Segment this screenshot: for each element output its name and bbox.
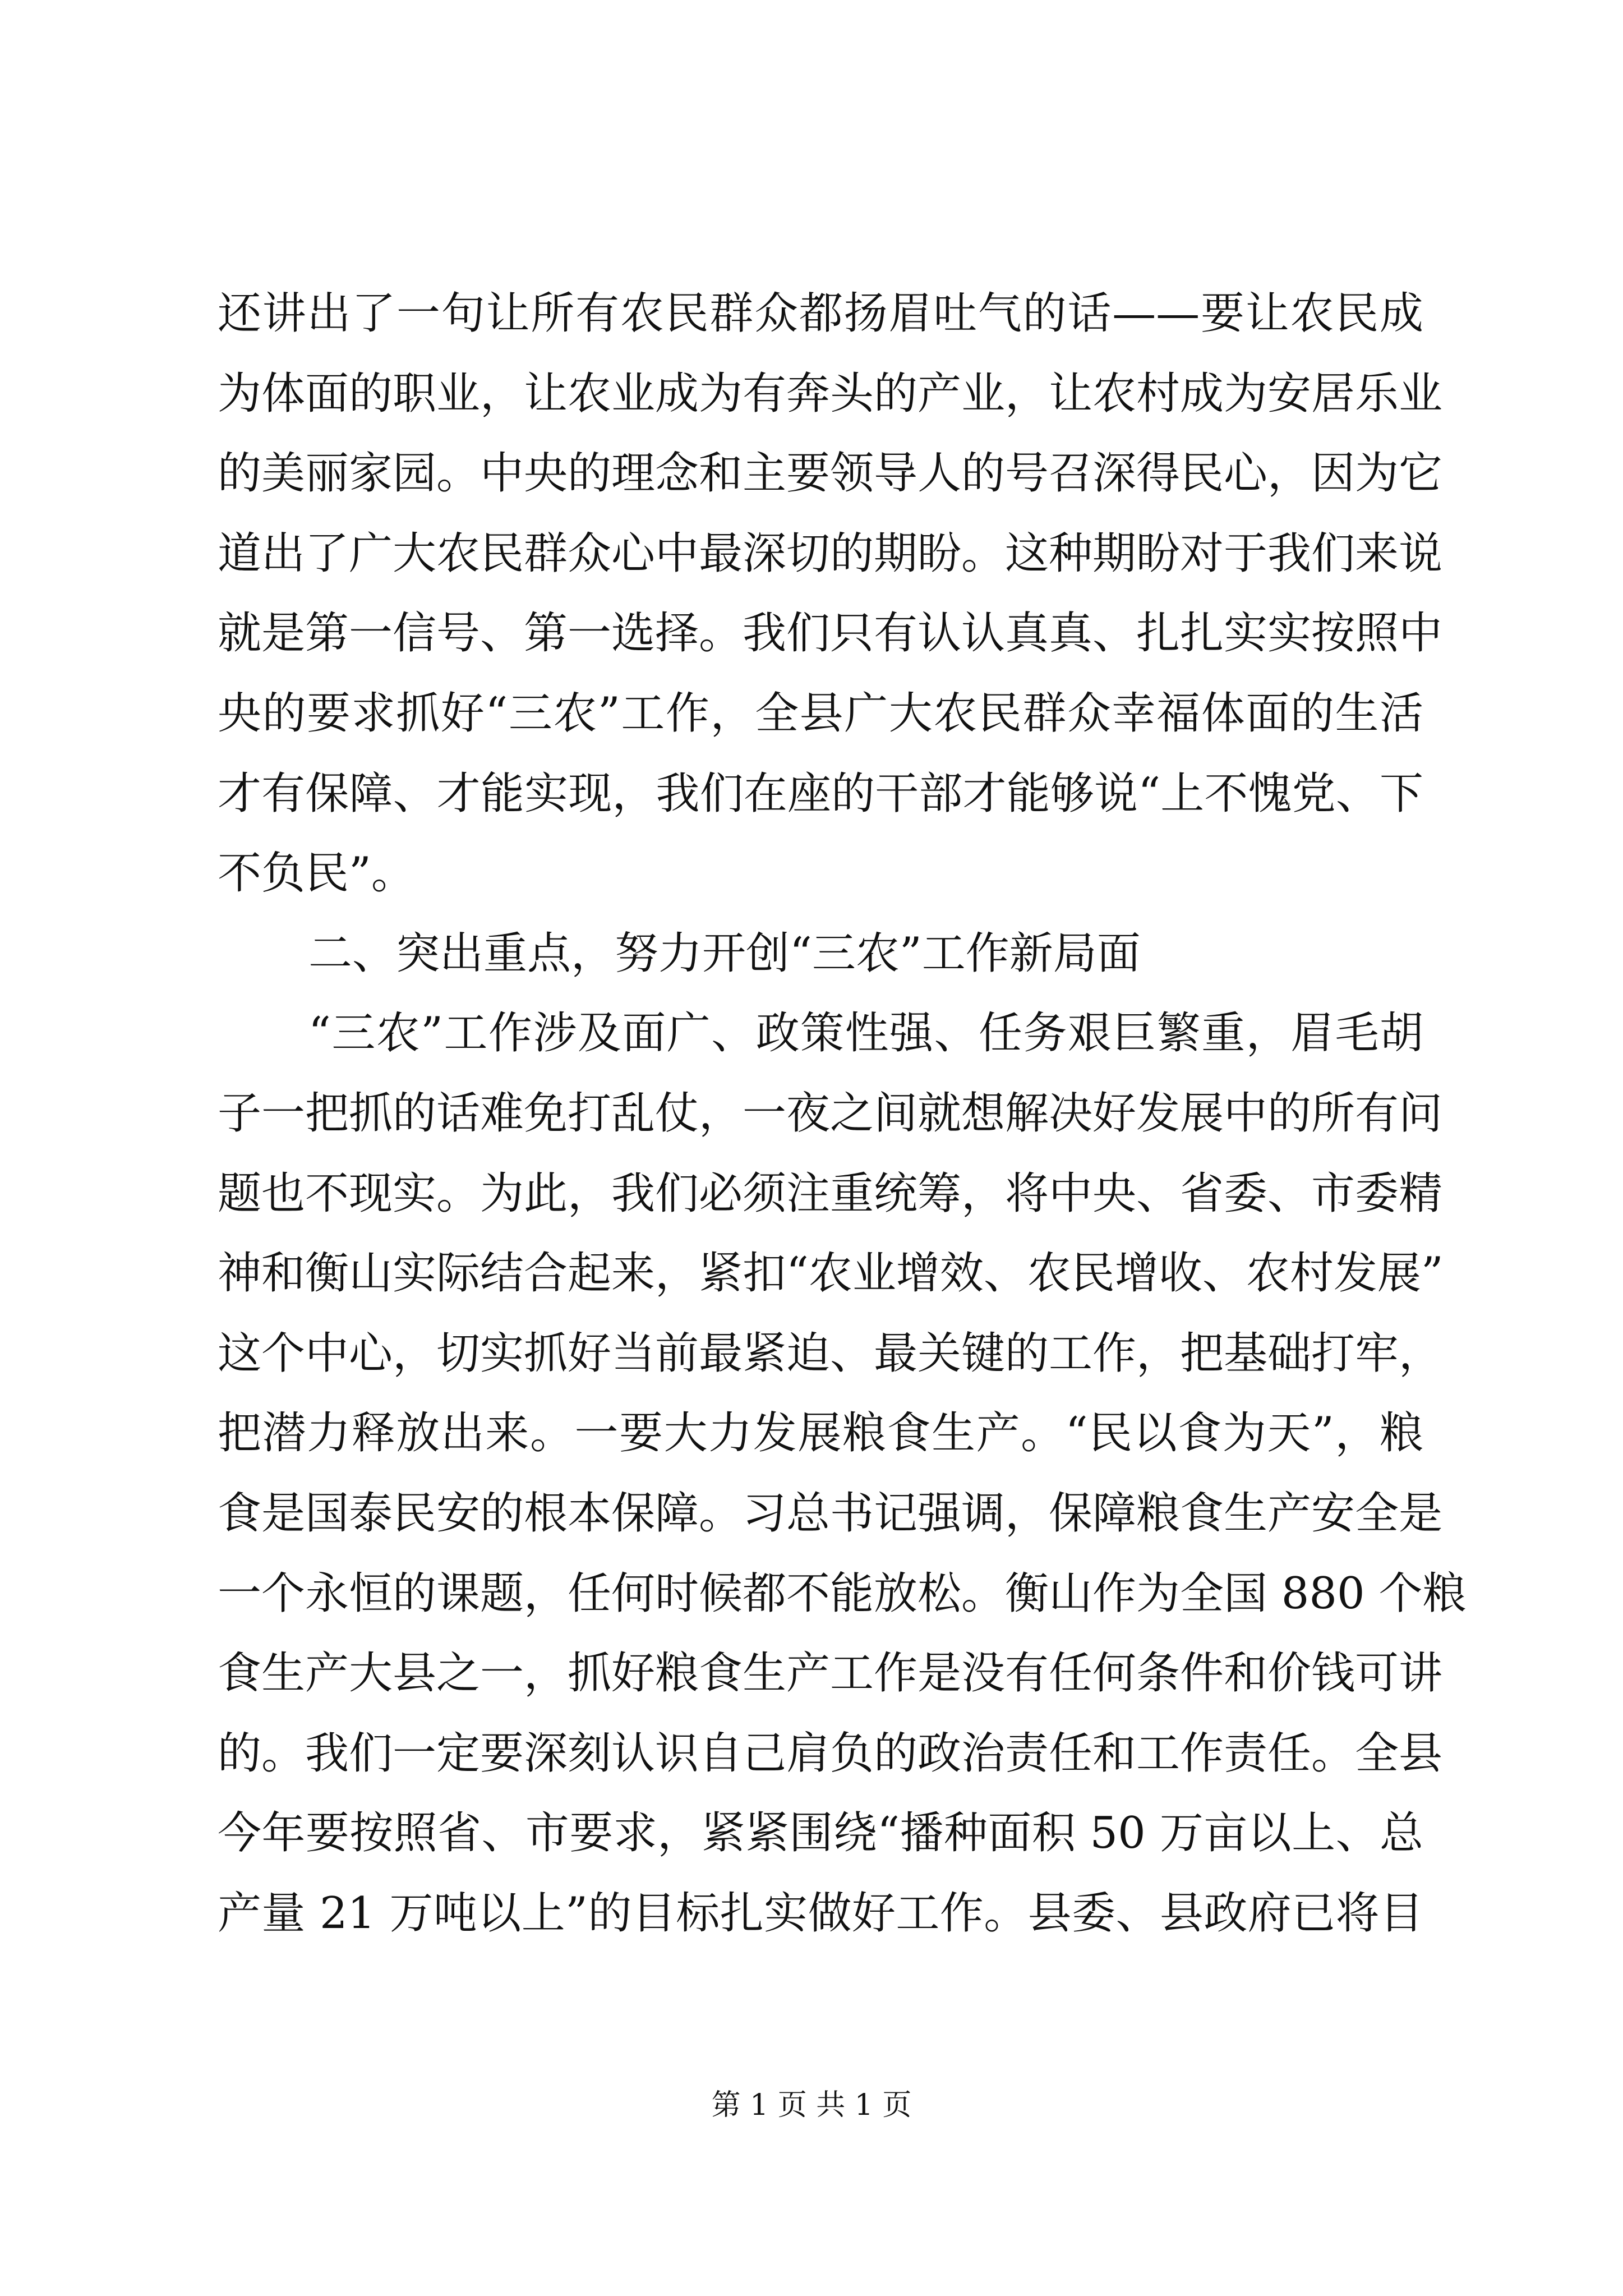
body-line: 一个永恒的课题，任何时候都不能放松。衡山作为全国 880 个粮 <box>218 1568 1467 1619</box>
body-line: 这个中心，切实抓好当前最紧迫、最关键的工作，把基础打牢， <box>218 1328 1443 1379</box>
body-line: 就是第一信号、第一选择。我们只有认认真真、扎扎实实按照中 <box>218 608 1443 659</box>
body-line: 题也不现实。为此，我们必须注重统筹，将中央、省委、市委精 <box>218 1168 1443 1219</box>
page-footer <box>0 2081 1623 2123</box>
body-line: 食是国泰民安的根本保障。习总书记强调，保障粮食生产安全是 <box>218 1488 1443 1539</box>
page-number-label: 第 1 页 共 1 页 <box>711 2088 912 2122</box>
body-line: 食生产大县之一，抓好粮食生产工作是没有任何条件和价钱可讲 <box>218 1648 1443 1699</box>
document-body <box>218 274 1467 1953</box>
paragraph-first-line: “三农”工作涉及面广、政策性强、任务艰巨繁重，眉毛胡 <box>308 1008 1423 1059</box>
body-line: 的美丽家园。中央的理念和主要领导人的号召深得民心，因为它 <box>218 448 1443 499</box>
body-line: 把潜力释放出来。一要大力发展粮食生产。“民以食为天”，粮 <box>218 1408 1423 1459</box>
body-line: 今年要按照省、市要求，紧紧围绕“播种面积 50 万亩以上、总 <box>218 1808 1423 1859</box>
body-line: 神和衡山实际结合起来，紧扣“农业增效、农民增收、农村发展” <box>218 1248 1444 1299</box>
body-line: 央的要求抓好“三农”工作，全县广大农民群众幸福体面的生活 <box>218 688 1423 739</box>
body-line: 道出了广大农民群众心中最深切的期盼。这种期盼对于我们来说 <box>218 528 1443 579</box>
body-line: 才有保障、才能实现，我们在座的干部才能够说“上不愧党、下 <box>218 768 1423 819</box>
body-line: 的。我们一定要深刻认识自己肩负的政治责任和工作责任。全县 <box>218 1728 1443 1779</box>
body-line: 为体面的职业，让农业成为有奔头的产业，让农村成为安居乐业 <box>218 368 1443 419</box>
body-line: 还讲出了一句让所有农民群众都扬眉吐气的话——要让农民成 <box>218 288 1423 339</box>
body-line: 子一把抓的话难免打乱仗，一夜之间就想解决好发展中的所有问 <box>218 1088 1443 1139</box>
body-line: 产量 21 万吨以上”的目标扎实做好工作。县委、县政府已将目 <box>218 1888 1423 1939</box>
section-heading: 二、突出重点，努力开创“三农”工作新局面 <box>308 928 1141 979</box>
paragraph-end-line: 不负民”。 <box>218 848 415 899</box>
